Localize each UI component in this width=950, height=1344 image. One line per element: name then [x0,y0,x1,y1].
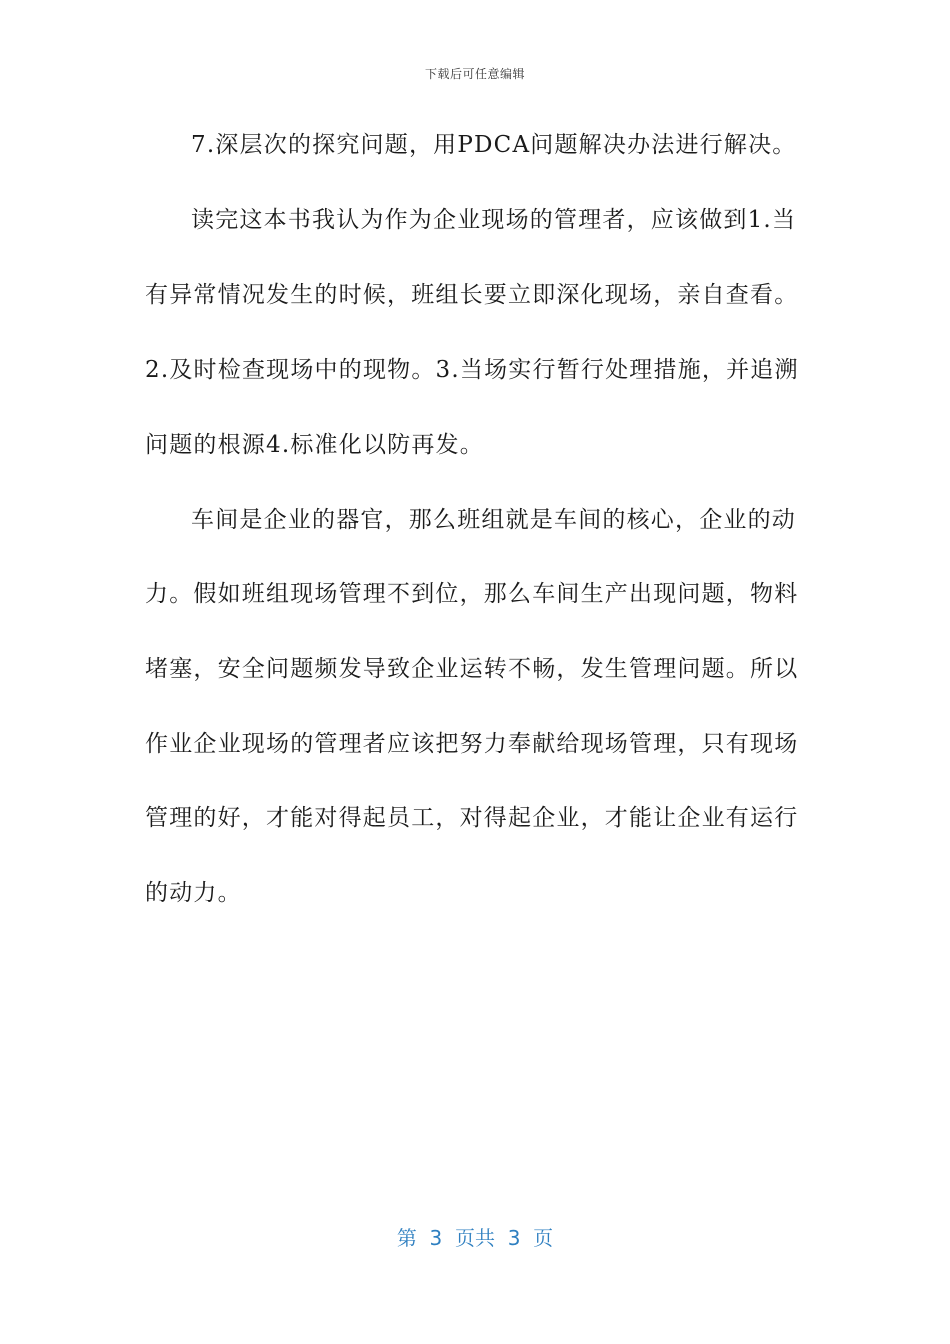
text-line: 的动力。 [145,880,242,906]
text-line: 问题的根源4.标准化以防再发。 [145,432,484,458]
text-line: 管理的好，才能对得起员工，对得起企业，才能让企业有运行 [145,805,799,831]
page-number-footer: 第 3 页共 3 页 [396,1226,554,1250]
text-line: 堵塞，安全问题频发导致企业运转不畅，发生管理问题。所以 [145,656,799,682]
text-line: 2.及时检查现场中的现物。3.当场实行暂行处理措施，并追溯 [145,357,799,383]
text-line: 7.深层次的探究问题，用PDCA问题解决办法进行解决。 [191,132,797,158]
text-line: 车间是企业的器官，那么班组就是车间的核心，企业的动 [191,507,796,533]
text-line: 有异常情况发生的时候，班组长要立即深化现场，亲自查看。 [145,282,799,308]
text-line: 作业企业现场的管理者应该把努力奉献给现场管理，只有现场 [145,731,799,757]
text-line: 力。假如班组现场管理不到位，那么车间生产出现问题，物料 [145,581,799,607]
page-header: 下载后可任意编辑 [424,67,525,81]
text-line: 读完这本书我认为作为企业现场的管理者，应该做到1.当 [191,207,797,233]
